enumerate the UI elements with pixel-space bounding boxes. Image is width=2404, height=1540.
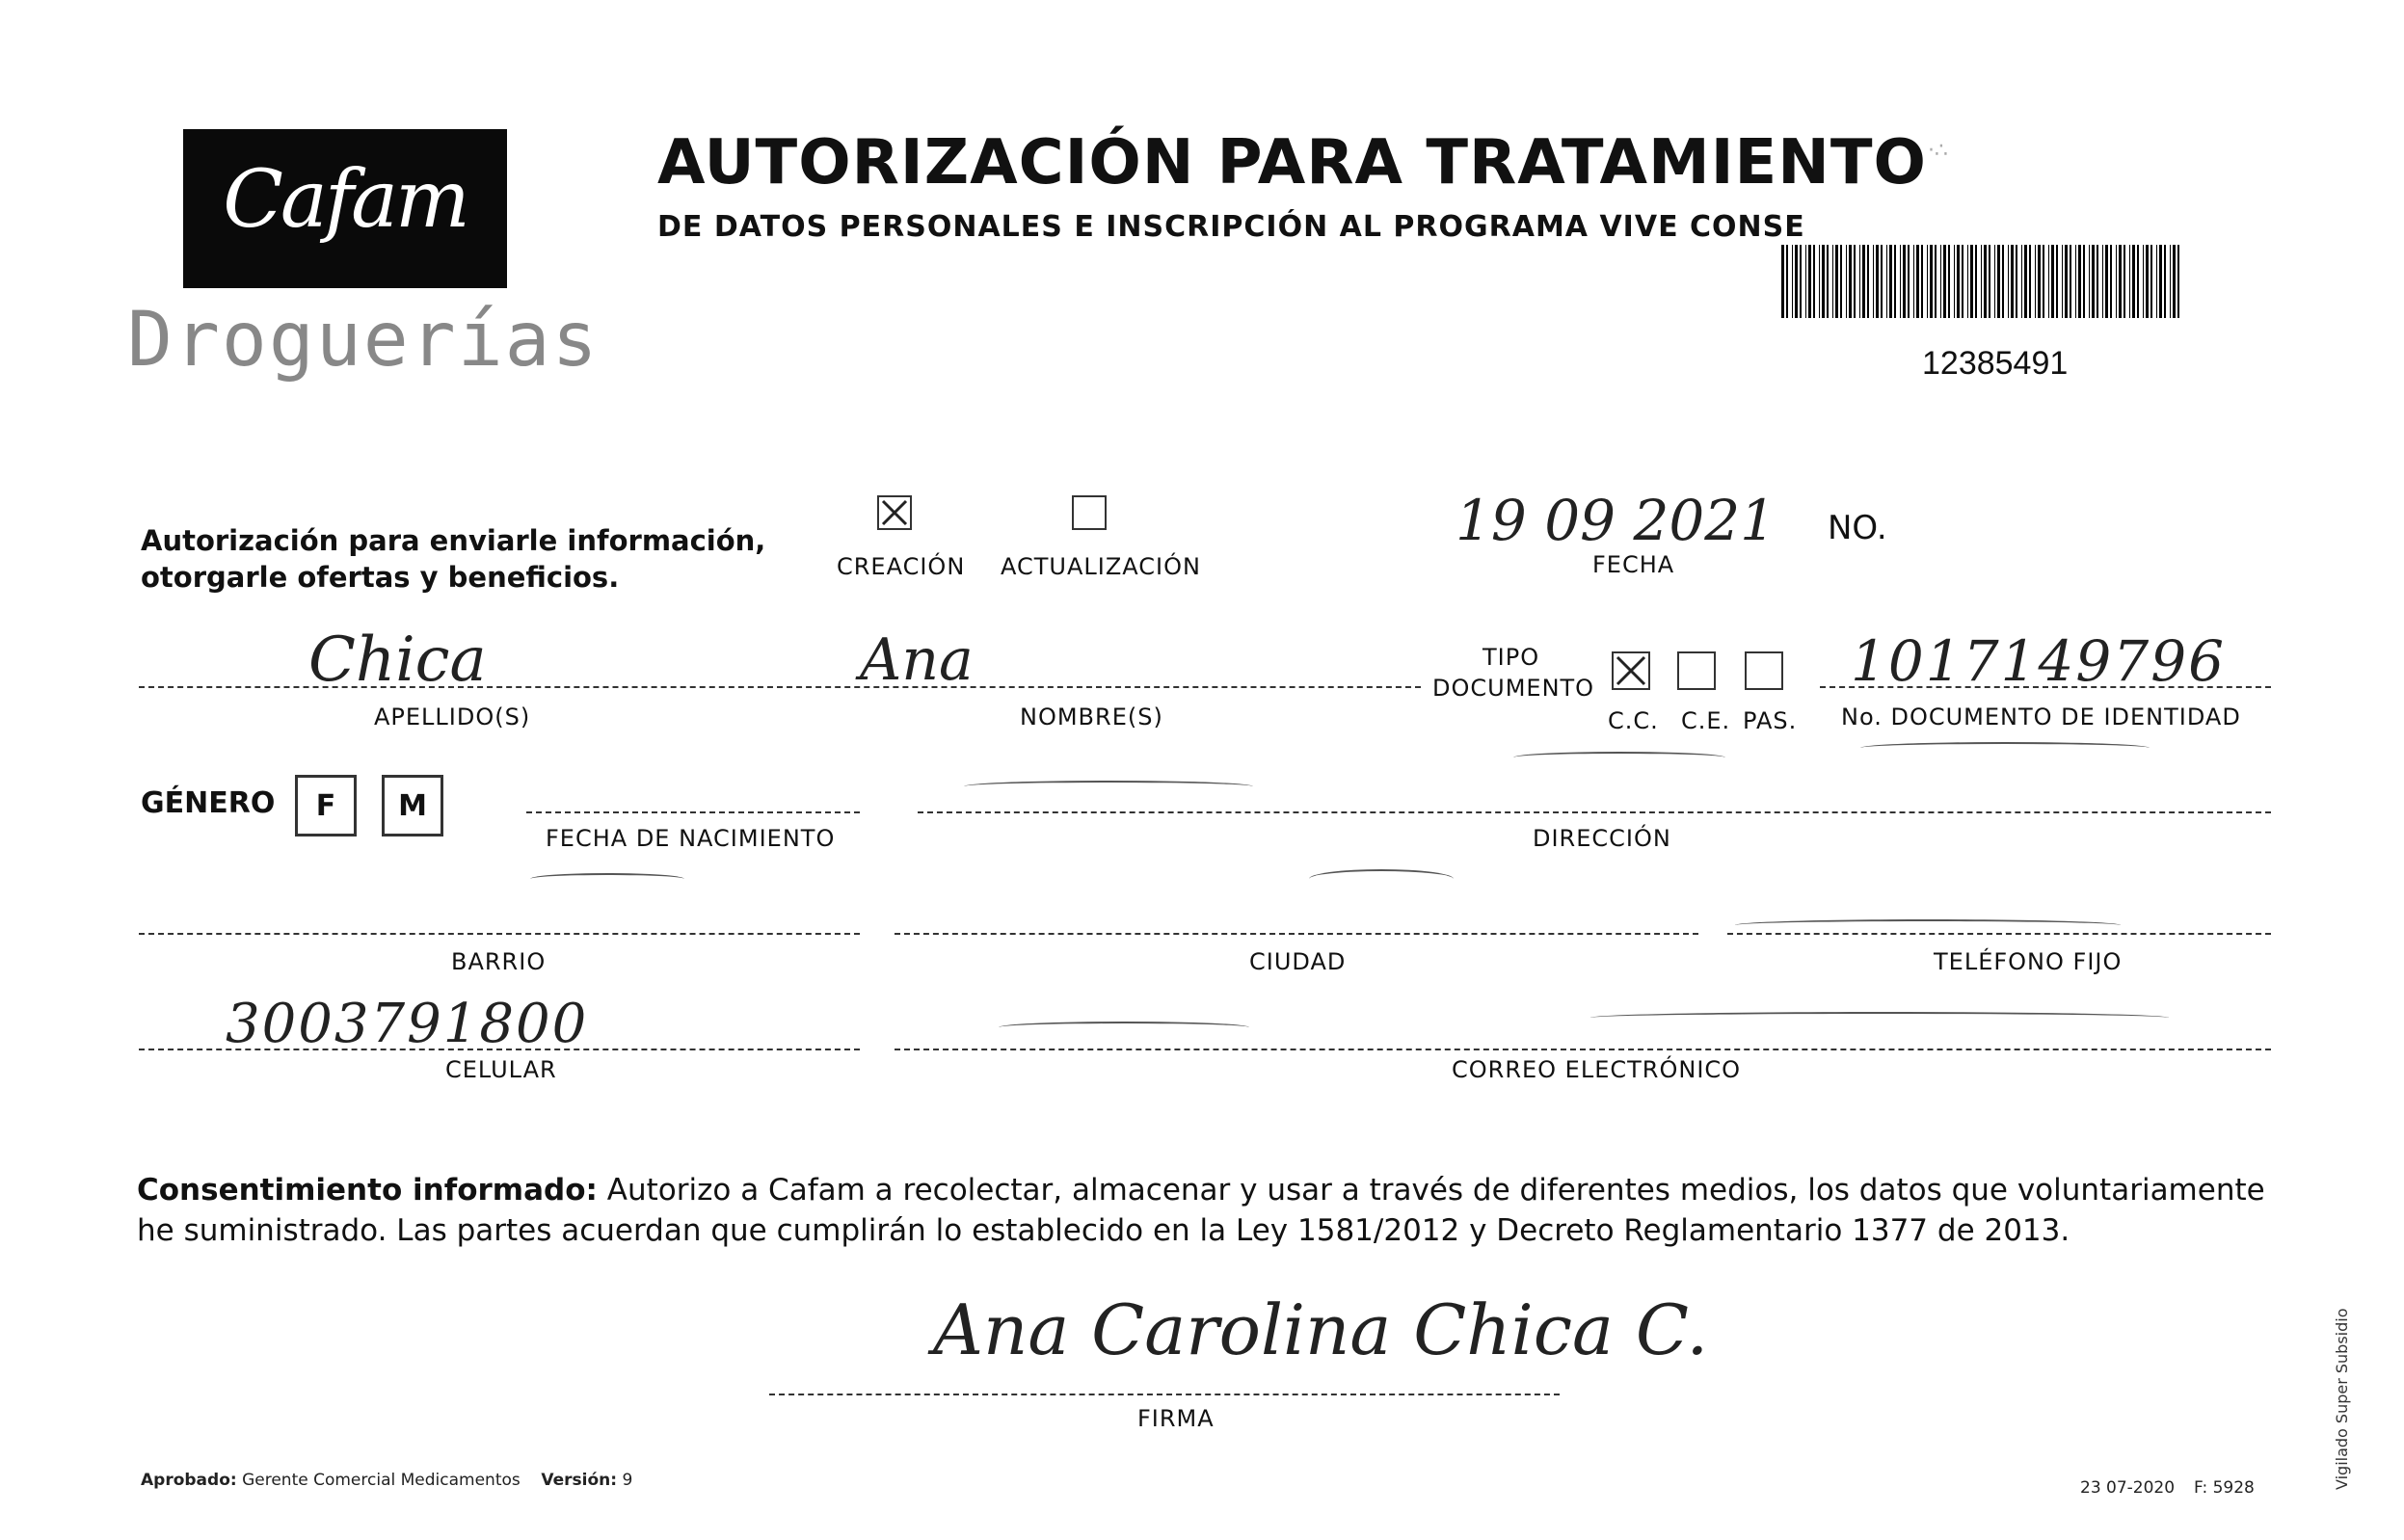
consent-body: Autorizo a Cafam a recolectar, almacenar y usar a través de diferentes medios, los datos que voluntariamente he suministrado. Las partes acuerdan que cumplirán lo establecido en la Ley 1581/2012 y Decreto Reglamentario 1377 de 2013. xyxy=(137,1173,2265,1248)
celular-value[interactable]: 3003791800 xyxy=(226,993,589,1055)
strike-scribble xyxy=(964,781,1253,792)
telefono-line xyxy=(1727,933,2271,935)
nacimiento-line xyxy=(526,811,860,813)
logo-subtitle: Droguerías xyxy=(127,297,600,384)
consent-heading: Consentimiento informado: xyxy=(137,1173,598,1208)
direccion-line xyxy=(918,811,2271,813)
strike-scribble xyxy=(1735,919,2121,931)
barcode-number: 12385491 xyxy=(1922,345,2069,382)
tipo-label-1: TIPO xyxy=(1482,644,1540,671)
apellidos-label: APELLIDO(S) xyxy=(374,704,531,730)
form-subtitle: DE DATOS PERSONALES E INSCRIPCIÓN AL PROGRAMA VIVE CONSE xyxy=(657,210,1805,244)
signature-value[interactable]: Ana Carolina Chica C. xyxy=(933,1289,1709,1370)
fecha-value[interactable]: 19 09 2021 xyxy=(1456,488,1776,553)
authorization-line-2: otorgarle ofertas y beneficios. xyxy=(141,561,620,594)
barcode xyxy=(1781,245,2180,318)
check-mark-icon xyxy=(1614,653,1648,688)
nombres-label: NOMBRE(S) xyxy=(1020,704,1163,730)
authorization-line-1: Autorización para enviarle información, xyxy=(141,524,766,557)
no-label: NO. xyxy=(1828,509,1887,547)
strike-scribble xyxy=(1513,752,1725,763)
apellidos-value[interactable]: Chica xyxy=(308,624,487,696)
direccion-label: DIRECCIÓN xyxy=(1533,825,1671,852)
doc-value[interactable]: 1017149796 xyxy=(1851,628,2227,694)
actualizacion-label: ACTUALIZACIÓN xyxy=(1001,553,1201,580)
authorization-text xyxy=(141,522,765,596)
signature-line xyxy=(769,1394,1560,1395)
telefono-label: TELÉFONO FIJO xyxy=(1934,948,2123,975)
footer-code: F: 5928 xyxy=(2194,1478,2255,1498)
scan-artifact-icon: ·∴ xyxy=(1928,139,1948,163)
vertical-mark: Vigilado Super Subsidio xyxy=(2333,1308,2351,1490)
pas-label: PAS. xyxy=(1743,707,1798,734)
nacimiento-label: FECHA DE NACIMIENTO xyxy=(546,825,836,852)
strike-scribble xyxy=(1309,869,1454,889)
genero-f-box[interactable]: F xyxy=(295,775,357,836)
doc-label: No. DOCUMENTO DE IDENTIDAD xyxy=(1841,704,2241,730)
signature-label: FIRMA xyxy=(1137,1405,1215,1432)
nombres-value[interactable]: Ana xyxy=(860,626,974,694)
creacion-label: CREACIÓN xyxy=(837,553,966,580)
ciudad-line xyxy=(895,933,1698,935)
strike-scribble xyxy=(1590,1012,2169,1023)
aprobado-label: Aprobado: xyxy=(141,1471,237,1490)
strike-scribble xyxy=(530,873,684,885)
check-mark-icon xyxy=(879,497,910,528)
actualizacion-checkbox[interactable] xyxy=(1072,495,1107,530)
fecha-label: FECHA xyxy=(1592,551,1675,578)
cc-checkbox[interactable] xyxy=(1612,651,1650,690)
correo-label: CORREO ELECTRÓNICO xyxy=(1452,1056,1742,1083)
tipo-label-2: DOCUMENTO xyxy=(1432,675,1595,702)
creacion-checkbox[interactable] xyxy=(877,495,912,530)
genero-m-box[interactable]: M xyxy=(382,775,443,836)
form-title: AUTORIZACIÓN PARA TRATAMIENTO xyxy=(657,127,1927,199)
genero-label: GÉNERO xyxy=(141,786,276,820)
correo-line xyxy=(895,1049,2271,1050)
version-label: Versión: xyxy=(541,1471,618,1490)
pas-checkbox[interactable] xyxy=(1745,651,1783,690)
cafam-logo: Cafam xyxy=(223,154,467,246)
ce-label: C.E. xyxy=(1681,707,1731,734)
celular-label: CELULAR xyxy=(445,1056,557,1083)
footer-approved xyxy=(141,1471,632,1490)
version-value: 9 xyxy=(622,1471,633,1490)
consent-paragraph xyxy=(137,1170,2267,1251)
strike-scribble xyxy=(1860,742,2150,754)
cc-label: C.C. xyxy=(1608,707,1659,734)
barrio-line xyxy=(139,933,860,935)
strike-scribble xyxy=(999,1022,1249,1033)
ce-checkbox[interactable] xyxy=(1677,651,1716,690)
ciudad-label: CIUDAD xyxy=(1249,948,1347,975)
aprobado-value: Gerente Comercial Medicamentos xyxy=(242,1471,521,1490)
barrio-label: BARRIO xyxy=(451,948,547,975)
footer-date: 23 07-2020 xyxy=(2080,1478,2176,1498)
